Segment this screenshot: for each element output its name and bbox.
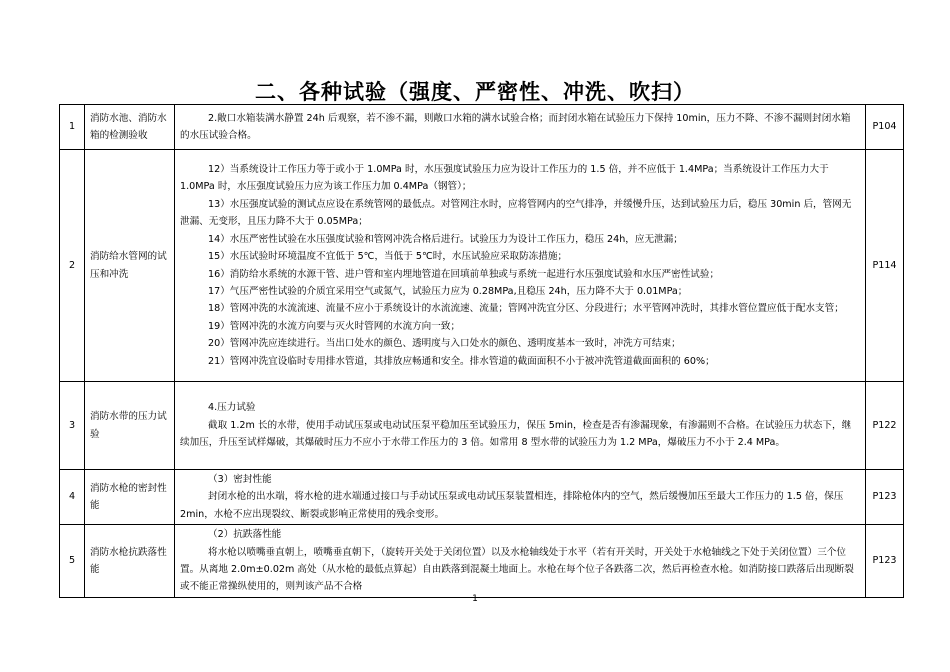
content-line: 21）管网冲洗宜设临时专用排水管道，其排放应畅通和安全。排水管道的截面面积不小于被冲洗管道截面面积的 60%； [208, 355, 715, 367]
table-row [60, 525, 904, 598]
content-line: 12）当系统设计工作压力等于或小于 1.0MPa 时，水压强度试验压力应为设计工作压力的 1.5 倍，并不应低于 1.4MPa；当系统设计工作压力大于 1.0MPa 时，水压强度试验压力应为该工作压力加 0.4MPa（钢管）； [180, 164, 829, 193]
item-content [175, 105, 866, 150]
content-line: 18）管网冲洗的水流流速、流量不应小于系统设计的水流流速、流量；管网冲洗宜分区、分段进行；水平管网冲洗时，其排水管位置应低于配水支管； [208, 303, 844, 315]
page-reference: P114 [866, 150, 904, 382]
item-name: 消防水池、消防水箱的检测验收 [85, 105, 175, 150]
page-reference: P122 [866, 382, 904, 470]
content-line: 4.压力试验 [208, 402, 256, 414]
content-line: 20）管网冲洗应连续进行。当出口处水的颜色、透明度与入口处水的颜色、透明度基本一致时，冲洗方可结束； [208, 338, 681, 350]
item-content [175, 470, 866, 525]
row-number: 5 [60, 525, 85, 598]
content-line: 16）消防给水系统的水源干管、进户管和室内埋地管道在回填前单独或与系统一起进行水压强度试验和水压严密性试验； [208, 268, 720, 280]
tests-table [59, 104, 904, 598]
table-row [60, 382, 904, 470]
row-number: 1 [60, 105, 85, 150]
item-content [175, 382, 866, 470]
content-line: （2）抗跌落性能 [208, 529, 282, 541]
document-title: 二、各种试验（强度、严密性、冲洗、吹扫） [255, 80, 695, 104]
item-name: 消防水枪抗跌落性能 [85, 525, 175, 598]
page-reference: P123 [866, 525, 904, 598]
row-number: 3 [60, 382, 85, 470]
page-reference: P104 [866, 105, 904, 150]
page-reference: P123 [866, 470, 904, 525]
row-number: 2 [60, 150, 85, 382]
content-line: 2.敞口水箱装满水静置 24h 后观察，若不渗不漏，则敞口水箱的满水试验合格；而封闭水箱在试验压力下保持 10min，压力不降、不渗不漏则封闭水箱的水压试验合格。 [180, 112, 851, 141]
item-name: 消防水枪的密封性能 [85, 470, 175, 525]
content-line: 封闭水枪的出水端，将水枪的进水端通过接口与手动试压泵或电动试压泵装置相连，排除枪体内的空气，然后缓慢加压至最大工作压力的 1.5 倍，保压 2min，水枪不应出现裂纹、断裂或影响正常使用的残余变形。 [180, 491, 844, 520]
table-row [60, 150, 904, 382]
page-number: 1 [472, 594, 478, 604]
content-line: 截取 1.2m 长的水带，使用手动试压泵或电动试压泵平稳加压至试验压力，保压 5min，检查是否有渗漏现象，有渗漏则不合格。在试验压力状态下，继续加压，升压至试样爆破，其爆破时压力不应小于水带工作压力的 3 倍。如常用 8 型水带的试验压力为 1.2 MPa，爆破压力不小于 2.4 MPa。 [180, 419, 852, 449]
content-line: 19）管网冲洗的水流方向要与灭火时管网的水流方向一致； [208, 320, 461, 332]
item-content [175, 150, 866, 382]
item-content [175, 525, 866, 598]
table-row [60, 470, 904, 525]
content-line: 15）水压试验时环境温度不宜低于 5℃，当低于 5℃时，水压试验应采取防冻措施； [208, 251, 568, 263]
item-name: 消防水带的压力试验 [85, 382, 175, 470]
item-name: 消防给水管网的试压和冲洗 [85, 150, 175, 382]
content-line: 14）水压严密性试验在水压强度试验和管网冲洗合格后进行。试验压力为设计工作压力，稳压 24h，应无泄漏； [208, 233, 683, 245]
content-line: 将水枪以喷嘴垂直朝上，喷嘴垂直朝下，（旋转开关处于关闭位置）以及水枪轴线处于水平（若有开关时，开关处于水枪轴线之下处于关闭位置）三个位置。从离地 2.0m±0.02m 高处（从水枪的最低点算起）自由跌落到混凝土地面上。水枪在每个位子各跌落二次，然后再检查水枪。如消防接口跌落后出现断裂或不能正常操纵使用的，则判该产品不合格 [180, 546, 854, 593]
table-row [60, 105, 904, 150]
content-line: 13）水压强度试验的测试点应设在系统管网的最低点。对管网注水时，应将管网内的空气排净，并缓慢升压，达到试验压力后，稳压 30min 后，管网无泄漏、无变形，且压力降不大于 0.05MPa； [180, 198, 852, 228]
row-number: 4 [60, 470, 85, 525]
content-line: （3）密封性能 [208, 474, 272, 485]
content-line: 17）气压严密性试验的介质宜采用空气或氮气，试验压力应为 0.28MPa,且稳压 24h，压力降不大于 0.01MPa； [208, 285, 688, 297]
